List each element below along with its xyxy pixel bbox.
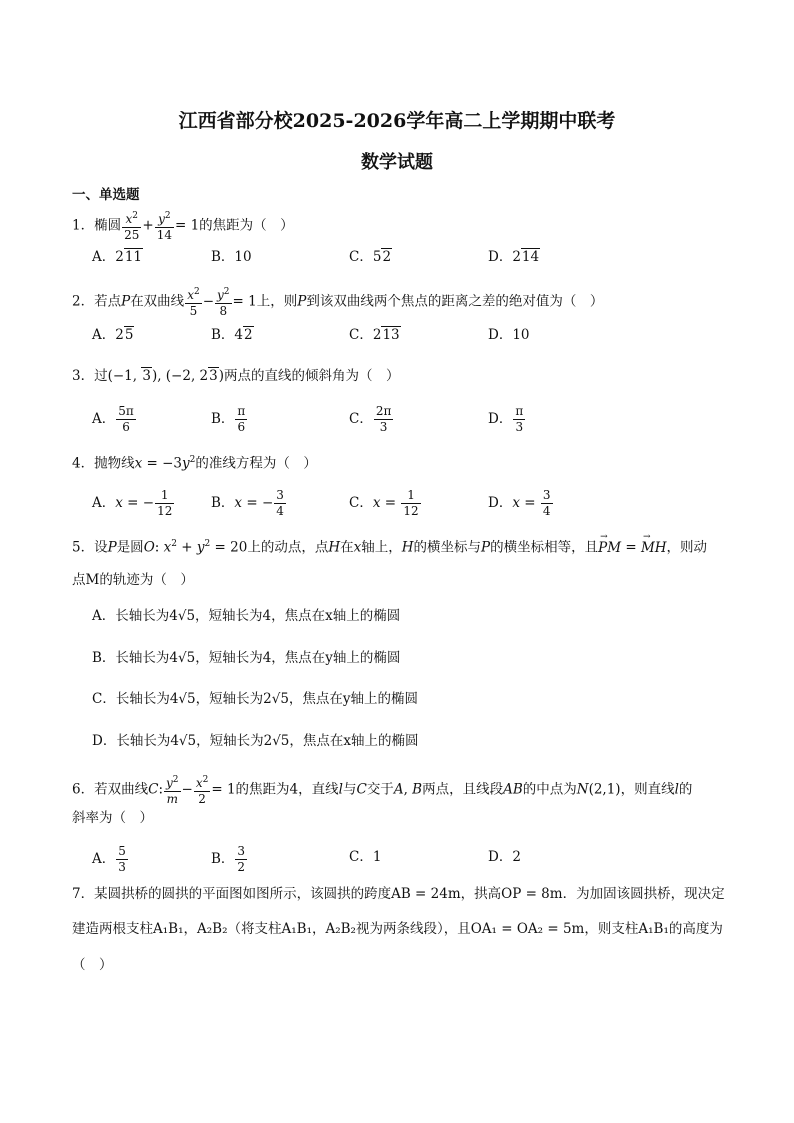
question-5-cont: 点M的轨迹为（ ）: [72, 572, 194, 588]
option-c[interactable]: C．长轴长为4√5，短轴长为2√5，焦点在y轴上的椭圆: [92, 691, 419, 707]
option-b[interactable]: B．x = − $\frac{3}{4}$: [211, 488, 284, 518]
question-7: 7．某圆拱桥的圆拱的平面图如图所示，该圆拱的跨度AB = 24m，拱高OP = 8m．为加固该圆拱桥，现决定: [72, 886, 725, 902]
question-3: 3．过(−1, 3), (−2, 23)两点的直线的倾斜角为（ ）: [72, 368, 400, 384]
option-c[interactable]: C．213: [349, 327, 400, 343]
question-number: 1．: [72, 217, 95, 234]
exam-title: 江西省部分校2025-2026学年高二上学期期中联考: [178, 110, 616, 132]
option-a[interactable]: A．25: [92, 327, 134, 343]
option-b[interactable]: B． $\frac{3}{2}$: [211, 844, 246, 874]
option-b[interactable]: B． $\frac{\pi}{6}$: [211, 404, 246, 434]
option-d[interactable]: D．214: [488, 249, 540, 265]
section-heading: 一、单选题: [72, 187, 140, 203]
option-c[interactable]: C．1: [349, 849, 382, 865]
question-1: 1．椭圆 $\frac{x^2}{25}$ + $\frac{y^2}{14}$ = 1的焦距为（ ）: [72, 211, 294, 242]
option-d[interactable]: D．长轴长为4√5，短轴长为2√5，焦点在x轴上的椭圆: [92, 733, 419, 749]
question-2: 2．若点P在双曲线 $\frac{x^2}{5}$ − $\frac{y^2}{8}$ = 1上，则P到该双曲线两个焦点的距离之差的绝对值为（ ）: [72, 287, 604, 318]
option-b[interactable]: B．42: [211, 327, 253, 343]
option-a[interactable]: A．长轴长为4√5，短轴长为4，焦点在x轴上的椭圆: [92, 608, 401, 624]
question-text: 椭圆: [94, 217, 122, 234]
option-b[interactable]: B．10: [211, 249, 252, 265]
option-a[interactable]: A．x = − $\frac{1}{12}$: [92, 488, 173, 518]
question-7-cont: 建造两根支柱A₁B₁，A₂B₂（将支柱A₁B₁，A₂B₂视为两条线段），且OA₁ = OA₂ = 5m，则支柱A₁B₁的高度为: [72, 921, 723, 937]
fraction: $\frac{x^2}{25}$: [124, 211, 140, 242]
option-d[interactable]: D．2: [488, 849, 521, 865]
question-6-cont: 斜率为（ ）: [72, 810, 153, 826]
fraction: $\frac{y^2}{14}$: [156, 211, 172, 242]
option-a[interactable]: A． $\frac{5}{3}$: [92, 844, 126, 874]
option-d[interactable]: D．x = $\frac{3}{4}$: [488, 488, 551, 518]
option-c[interactable]: C．x = $\frac{1}{12}$: [349, 488, 419, 518]
option-b[interactable]: B．长轴长为4√5，短轴长为4，焦点在y轴上的椭圆: [92, 650, 401, 666]
option-a[interactable]: A． $\frac{5\pi}{6}$: [92, 404, 134, 434]
question-6: 6．若双曲线C: $\frac{y^2}{m}$ − $\frac{x^2}{2}$ = 1的焦距为4，直线l与C交于A, B两点，且线段AB的中点为N(2,1)，则直线l的: [72, 775, 693, 806]
fraction: $\frac{y^2}{8}$: [217, 287, 230, 318]
question-4: 4．抛物线$x = -3y^2$的准线方程为（ ）: [72, 455, 317, 472]
option-a[interactable]: A．211: [92, 249, 143, 265]
exam-subtitle: 数学试题: [361, 152, 433, 173]
option-c[interactable]: C．52: [349, 249, 392, 265]
fraction: $\frac{x^2}{5}$: [187, 287, 200, 318]
option-c[interactable]: C． $\frac{2\pi}{3}$: [349, 404, 392, 434]
question-text: 的焦距为（ ）: [199, 217, 294, 234]
option-d[interactable]: D．10: [488, 327, 530, 343]
option-d[interactable]: D． $\frac{\pi}{3}$: [488, 404, 524, 434]
question-5: 5．设P是圆O: $x^2 + y^2 = 20$上的动点，点H在x轴上，H的横坐标与P的横坐标相等，且→ PM = → MH，则动: [72, 534, 707, 558]
question-7-cont: （ ）: [72, 957, 113, 973]
